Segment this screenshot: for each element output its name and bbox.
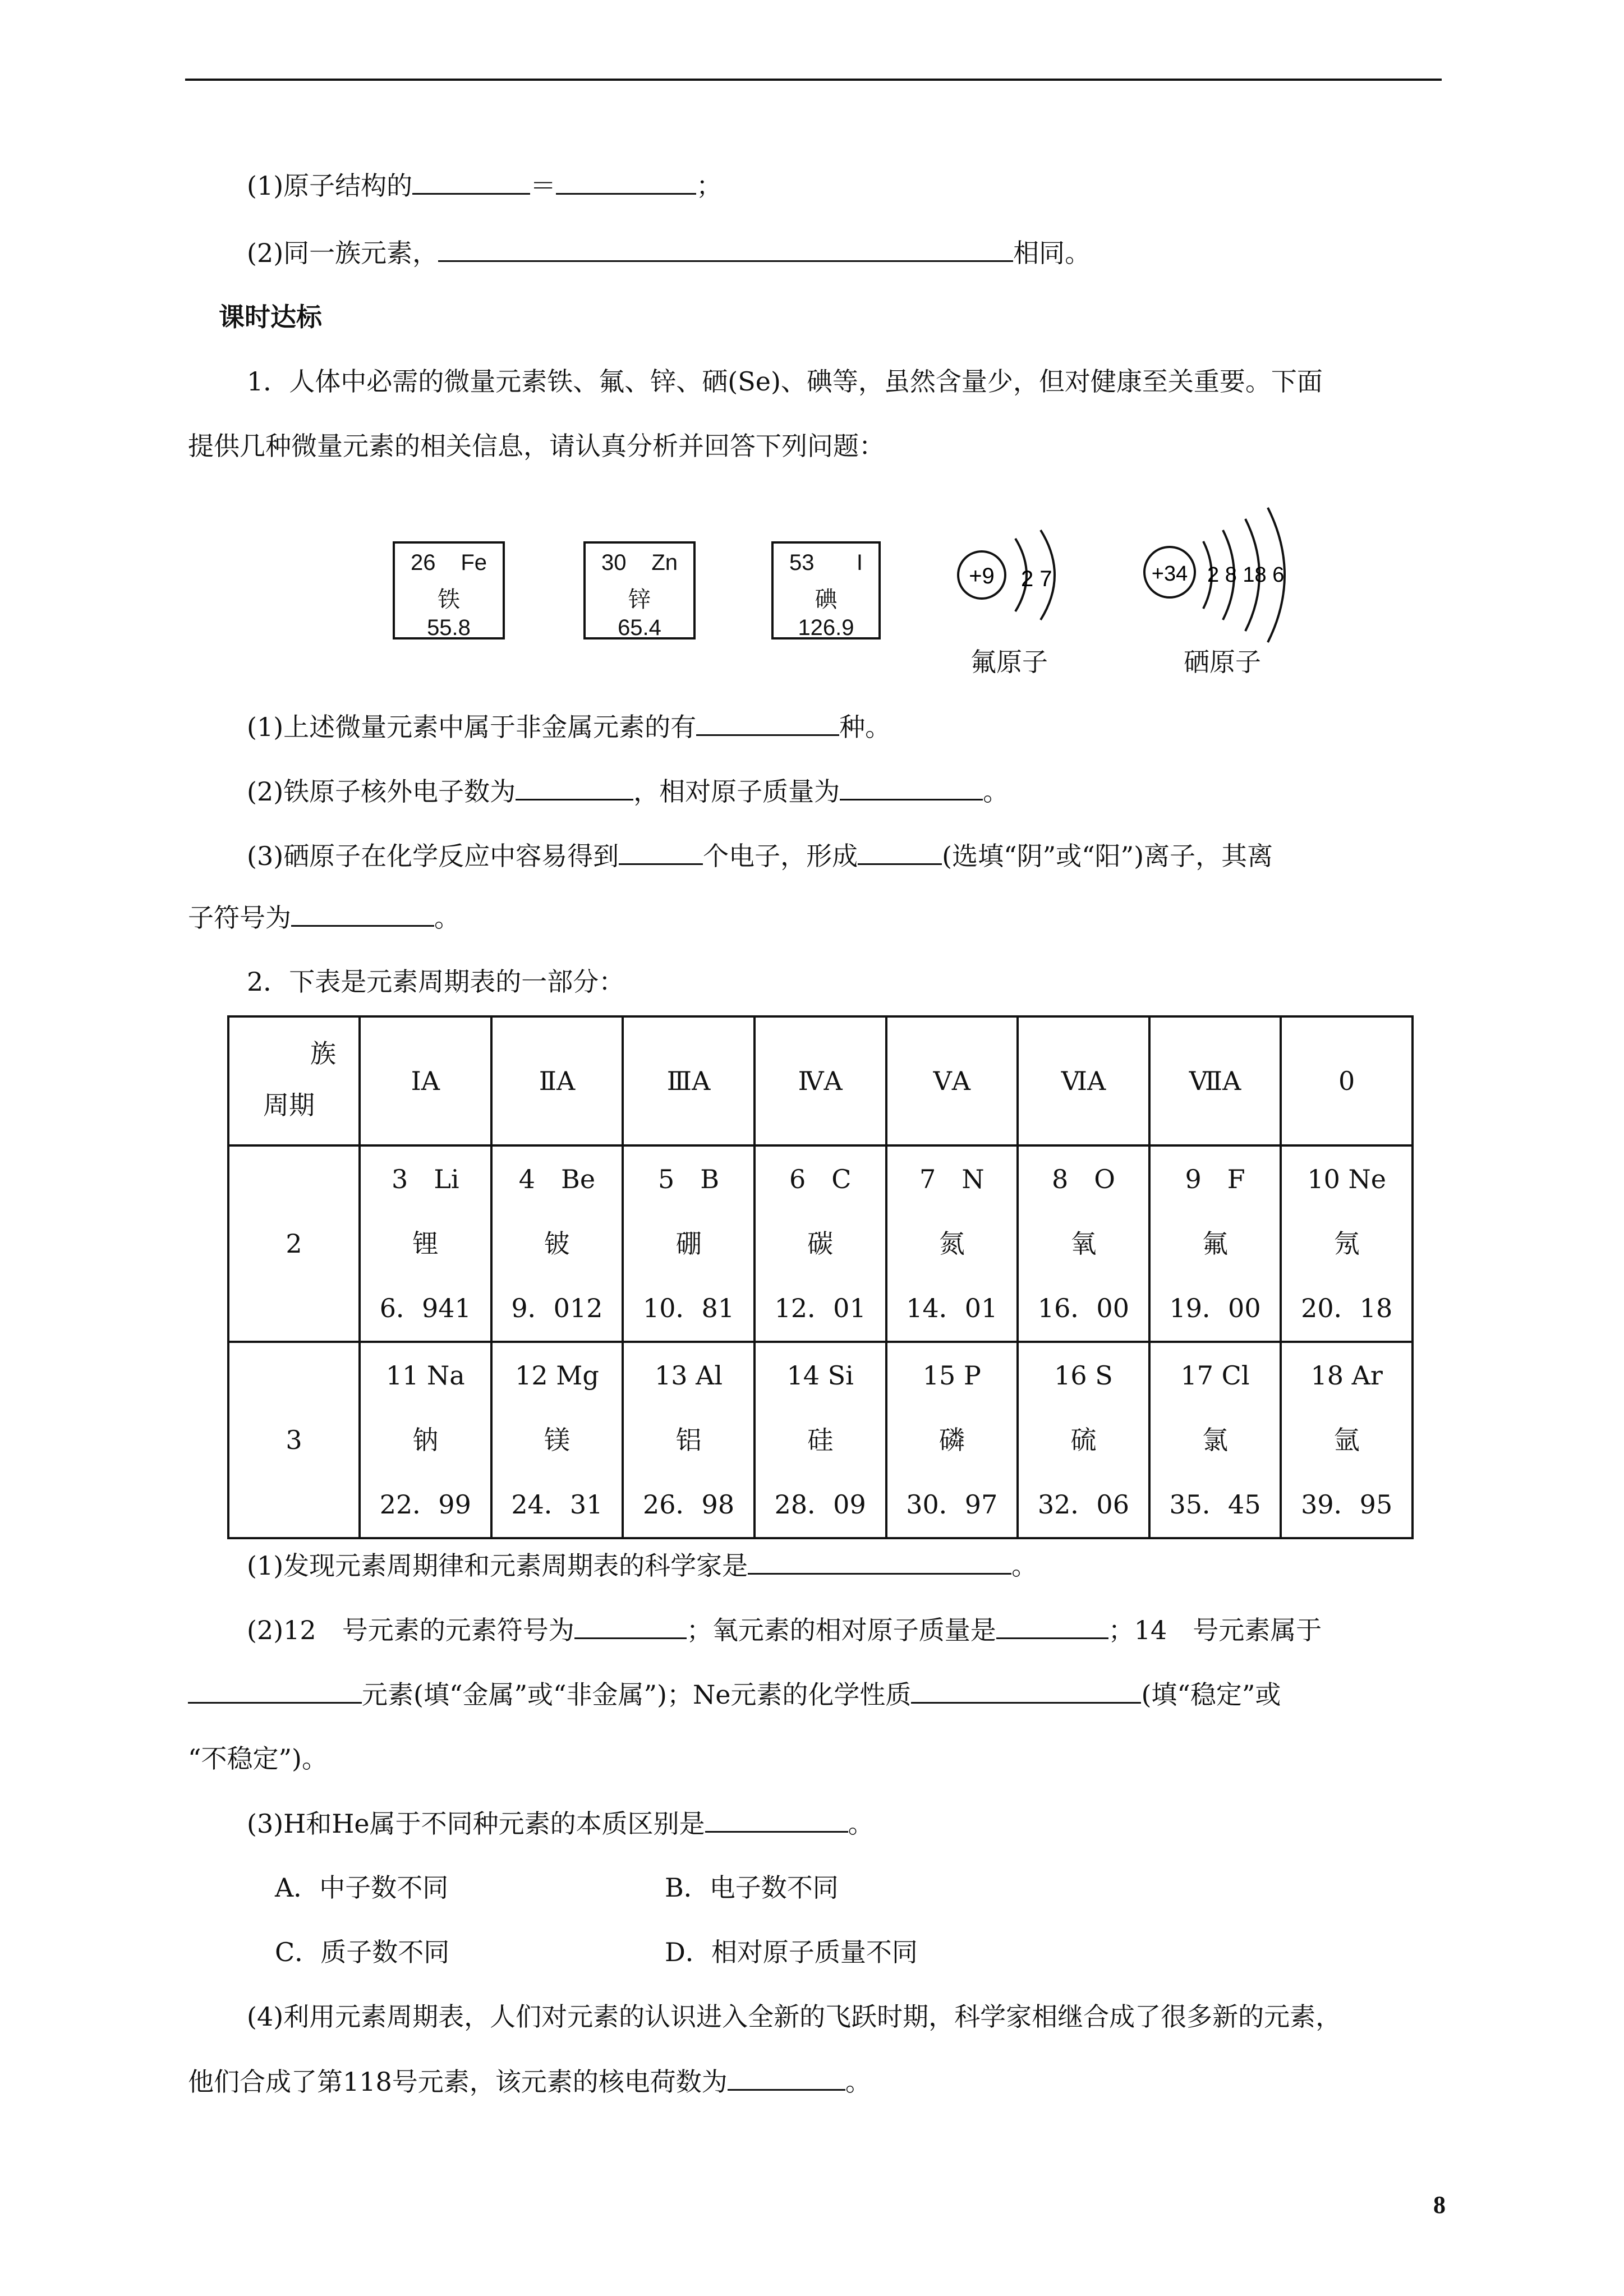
nucleus-charge: +9	[969, 564, 995, 588]
q2-sub4-line1: (4)利用元素周期表，人们对元素的认识进入全新的飞跃时期，科学家相继合成了很多新的元素，	[247, 2001, 1342, 2032]
element-cell: 7 N 氮 14．01	[886, 1145, 1018, 1342]
element-cell: 12 Mg 镁 24．31	[491, 1342, 623, 1538]
blank[interactable]	[996, 1613, 1108, 1639]
q2-sub4-line2: 他们合成了第118号元素，该元素的核电荷数为 。	[188, 2064, 871, 2099]
element-cell: 5 B 硼 10．81	[623, 1145, 755, 1342]
q2-sub2: (2)12 号元素的元素符号为 ；氧元素的相对原子质量是 ；14 号元素属于	[247, 1613, 1322, 1647]
q1-sub3: (3)硒原子在化学反应中容易得到 个电子，形成 (选填“阴”或“阳”)离子，其离	[247, 839, 1273, 873]
table-row	[228, 1145, 1413, 1342]
blank[interactable]	[412, 168, 530, 195]
q2-sub2-line2: 元素(填“金属”或“非金属”)；Ne元素的化学性质 (填“稳定”或	[188, 1677, 1281, 1711]
blank[interactable]	[516, 774, 633, 800]
element-cell: 10 Ne 氖 20．18	[1281, 1145, 1413, 1342]
element-cell: 8 O 氧 16．00	[1018, 1145, 1149, 1342]
selenium-atom-diagram	[1133, 494, 1324, 656]
blank[interactable]	[840, 774, 983, 800]
blank[interactable]	[705, 1806, 848, 1833]
table-corner-header: 族 周期	[228, 1016, 360, 1145]
option-a[interactable]: A．中子数不同	[275, 1872, 449, 1903]
element-symbol: Zn	[651, 550, 678, 575]
element-symbol: I	[856, 550, 863, 575]
period-label: 3	[228, 1342, 360, 1538]
element-cell: 3 Li 锂 6．941	[360, 1145, 491, 1342]
element-cell: 18 Ar 氩 39．95	[1281, 1342, 1413, 1538]
section-title: 课时达标	[219, 302, 322, 332]
header-rule	[185, 79, 1442, 81]
blank[interactable]	[911, 1677, 1141, 1704]
group-header: ⅣA	[755, 1016, 886, 1145]
blank[interactable]	[438, 236, 1013, 262]
group-header: ⅤA	[886, 1016, 1018, 1145]
element-cell: 6 C 碳 12．01	[755, 1145, 886, 1342]
element-cell: 17 Cl 氯 35．45	[1149, 1342, 1281, 1538]
q1-stem-line1: 1．人体中必需的微量元素铁、氟、锌、硒(Se)、碘等，虽然含量少，但对健康至关重要。下面	[247, 366, 1323, 397]
blank[interactable]	[619, 839, 703, 865]
blank[interactable]	[748, 1548, 1011, 1575]
selenium-caption: 硒原子	[1184, 647, 1261, 677]
group-header: ⅠA	[360, 1016, 491, 1145]
q2-sub2-line3: “不稳定”)。	[188, 1743, 328, 1774]
element-card-zn	[583, 541, 696, 639]
element-cell: 11 Na 钠 22．99	[360, 1342, 491, 1538]
element-name: 碘	[815, 587, 838, 613]
element-cell: 4 Be 铍 9．012	[491, 1145, 623, 1342]
nucleus-charge: +34	[1151, 562, 1188, 586]
atomic-mass: 65.4	[618, 615, 661, 640]
shell-electrons: 2 8 18 6	[1207, 563, 1285, 587]
q2-sub3: (3)H和He属于不同种元素的本质区别是 。	[247, 1806, 874, 1841]
group-header: 0	[1281, 1016, 1413, 1145]
atomic-number: 30	[601, 550, 627, 575]
q1-stem-line2: 提供几种微量元素的相关信息，请认真分析并回答下列问题：	[188, 431, 885, 461]
atomic-mass: 126.9	[798, 615, 854, 640]
element-name: 铁	[438, 587, 460, 613]
period-label: 2	[228, 1145, 360, 1342]
table-row	[228, 1342, 1413, 1538]
group-header: ⅦA	[1149, 1016, 1281, 1145]
element-cell: 9 F 氟 19．00	[1149, 1145, 1281, 1342]
atomic-mass: 55.8	[427, 615, 471, 640]
atomic-number: 26	[411, 550, 436, 575]
element-card-fe	[393, 541, 505, 639]
option-d[interactable]: D．相对原子质量不同	[665, 1937, 918, 1967]
periodic-table	[227, 1015, 1414, 1539]
fluorine-caption: 氟原子	[970, 647, 1048, 677]
group-header: ⅥA	[1018, 1016, 1149, 1145]
shell-electrons: 2 7	[1021, 567, 1052, 591]
group-header: ⅡA	[491, 1016, 623, 1145]
q1-sub1: (1)上述微量元素中属于非金属元素的有 种。	[247, 710, 891, 744]
element-cell: 14 Si 硅 28．09	[755, 1342, 886, 1538]
page-number: 8	[1433, 2191, 1446, 2219]
element-cell: 15 P 磷 30．97	[886, 1342, 1018, 1538]
intro-line-1: (1)原子结构的 ＝ ；	[247, 168, 722, 203]
blank[interactable]	[291, 900, 434, 927]
intro-line-2: (2)同一族元素， 相同。	[247, 236, 1091, 270]
blank[interactable]	[696, 710, 839, 736]
q2-sub1: (1)发现元素周期律和元素周期表的科学家是 。	[247, 1548, 1037, 1582]
blank[interactable]	[728, 2064, 845, 2091]
element-symbol: Fe	[461, 550, 487, 575]
element-name: 锌	[628, 587, 651, 613]
atomic-number: 53	[789, 550, 815, 575]
blank[interactable]	[858, 839, 942, 865]
element-cell: 16 S 硫 32．06	[1018, 1342, 1149, 1538]
element-cell: 13 Al 铝 26．98	[623, 1342, 755, 1538]
option-c[interactable]: C．质子数不同	[275, 1937, 450, 1967]
q1-sub3-line2: 子符号为 。	[188, 900, 460, 935]
group-header: ⅢA	[623, 1016, 755, 1145]
option-b[interactable]: B．电子数不同	[665, 1872, 839, 1903]
element-card-i	[771, 541, 881, 639]
blank[interactable]	[556, 168, 696, 195]
q1-sub2: (2)铁原子核外电子数为 ，相对原子质量为 。	[247, 774, 1009, 808]
fluorine-atom-diagram	[948, 516, 1094, 656]
q2-stem: 2．下表是元素周期表的一部分：	[247, 967, 625, 997]
blank[interactable]	[574, 1613, 687, 1639]
blank[interactable]	[188, 1677, 362, 1704]
